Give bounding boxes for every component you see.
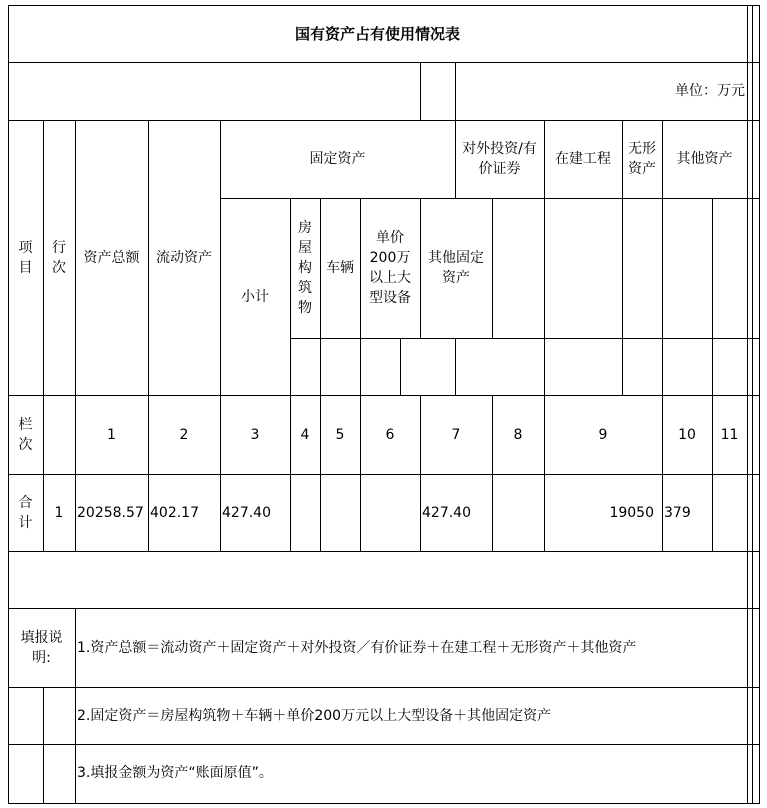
header-investments: 对外投资/有价证券 [462, 141, 537, 177]
column-index-number: 3 [250, 426, 260, 443]
column-index-number: 9 [598, 426, 608, 443]
header-total-assets: 资产总额 [83, 249, 140, 266]
header-fixed-assets: 固定资产 [309, 151, 366, 167]
header-large-equipment: 单价200万以上大型设备 [369, 230, 411, 306]
header-subtotal: 小计 [241, 288, 269, 305]
header-row-no: 行次 [52, 239, 66, 276]
header-construction: 在建工程 [555, 151, 611, 167]
total-row-no: 1 [54, 504, 64, 521]
total-assets-value: 20258.57 [77, 504, 144, 521]
note-item: 2.固定资产＝房屋构筑物＋车辆＋单价200万元以上大型设备＋其他固定资产 [77, 707, 552, 724]
column-index-number: 5 [335, 426, 345, 443]
column-index-label: 栏次 [18, 416, 33, 453]
column-index-number: 2 [179, 426, 189, 443]
subtotal-value: 427.40 [222, 504, 271, 521]
column-index-number: 7 [451, 426, 461, 443]
column-index-number: 1 [107, 426, 116, 443]
header-vehicles: 车辆 [326, 260, 354, 276]
current-assets-value: 402.17 [150, 504, 199, 521]
column-index-number: 10 [678, 426, 696, 443]
notes-label: 填报说明: [20, 629, 63, 666]
column-index-number: 11 [720, 426, 739, 443]
column-index-number: 4 [300, 426, 310, 443]
unit-label: 单位：万元 [675, 83, 745, 99]
header-other-assets: 其他资产 [676, 151, 733, 167]
header-item: 项目 [18, 239, 33, 276]
total-row-label: 合计 [18, 494, 33, 531]
note-item: 3.填报金额为资产“账面原值”。 [77, 765, 273, 781]
column-index-number: 8 [513, 426, 523, 443]
construction-value: 19050 [609, 504, 654, 521]
column-index-number: 6 [385, 426, 395, 443]
intangible-value: 379 [664, 504, 691, 521]
header-current-assets: 流动资产 [156, 249, 212, 266]
note-item: 1.资产总额＝流动资产＋固定资产＋对外投资／有价证券＋在建工程＋无形资产＋其他资产 [77, 639, 637, 656]
other-fixed-value: 427.40 [422, 504, 471, 521]
header-other-fixed: 其他固定资产 [428, 250, 484, 286]
header-intangible: 无形资产 [628, 141, 656, 177]
header-buildings: 房屋构筑物 [298, 220, 312, 316]
table-title: 国有资产占有使用情况表 [294, 24, 460, 43]
